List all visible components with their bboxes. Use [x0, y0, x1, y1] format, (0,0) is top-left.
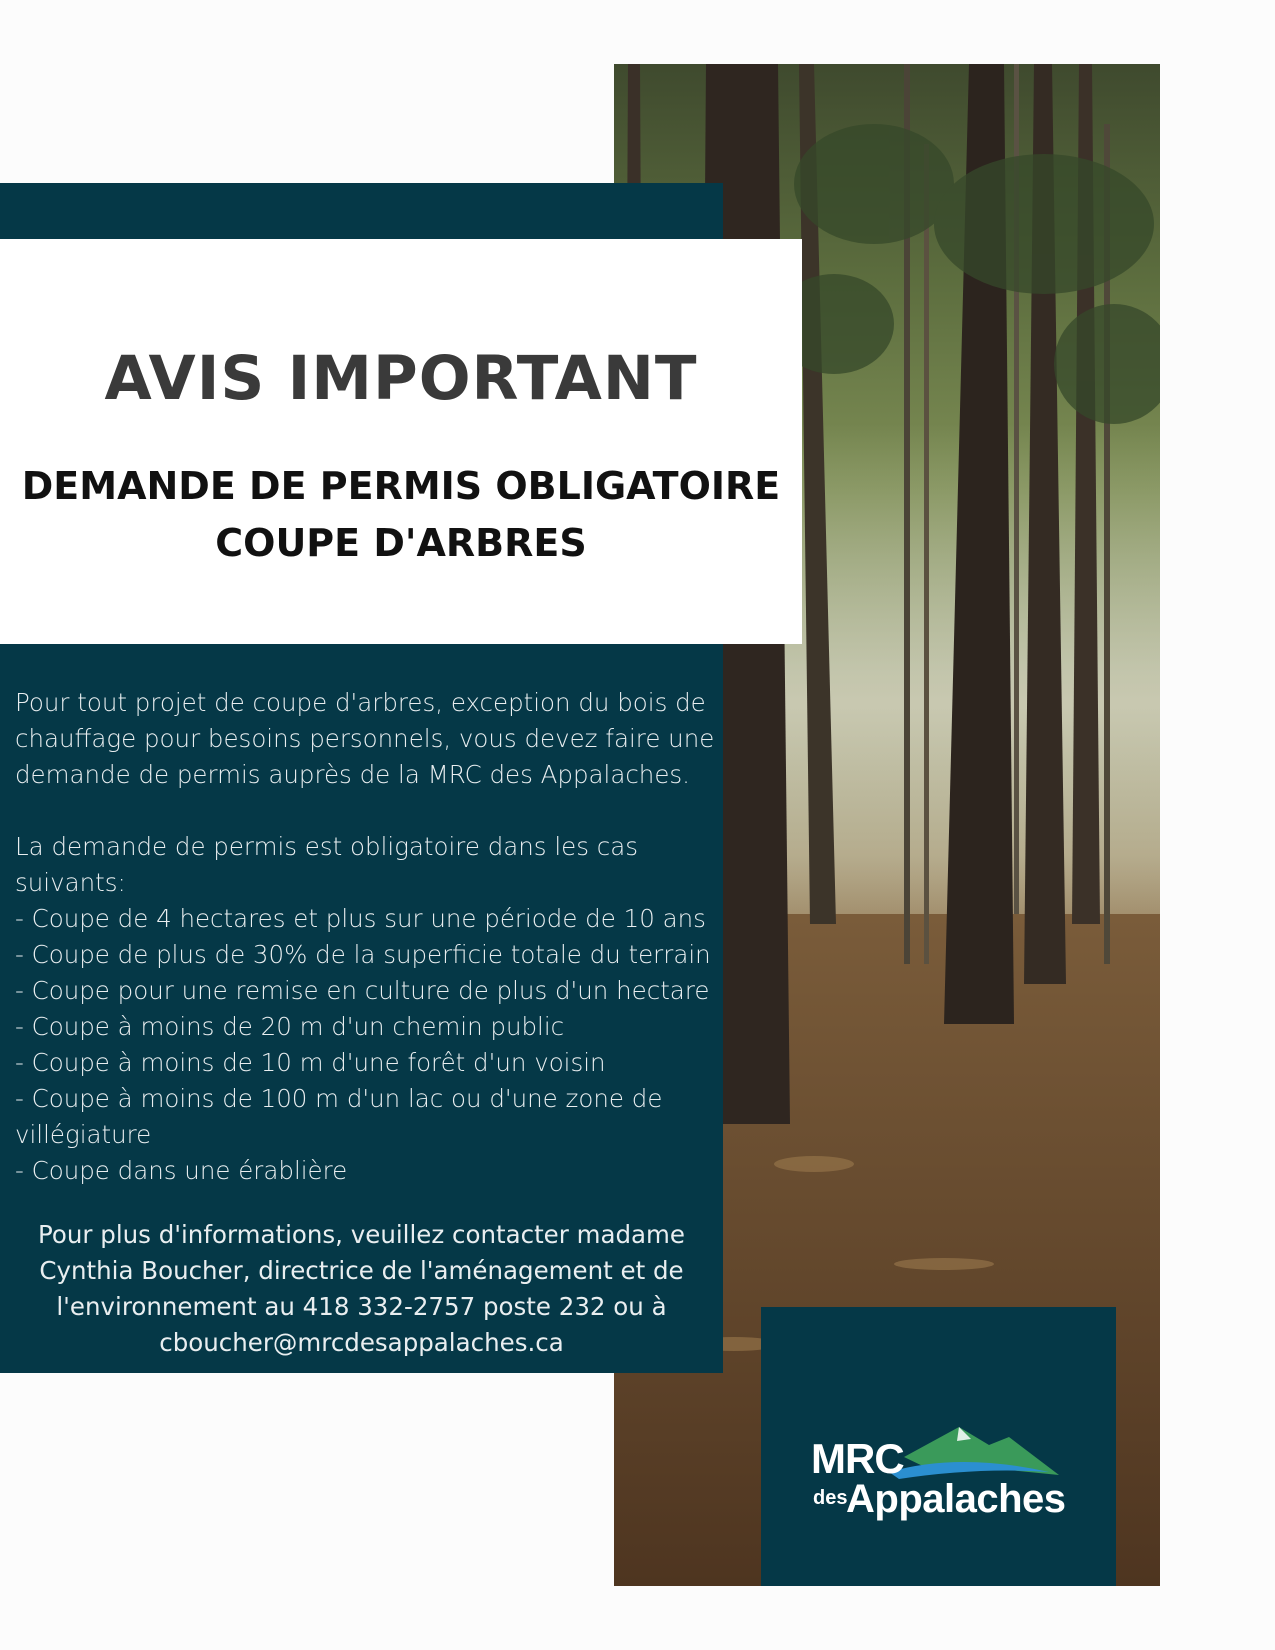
condition-item: - Coupe à moins de 10 m d'une forêt d'un voisin	[15, 1048, 606, 1077]
page-subtitle	[0, 458, 802, 572]
condition-item: - Coupe pour une remise en culture de plus d'un hectare	[15, 976, 710, 1005]
title-card	[0, 239, 802, 644]
intro-line: chauffage pour besoins personnels, vous devez faire une	[15, 724, 715, 753]
contact-line: Cynthia Boucher, directrice de l'aménagement et de	[39, 1256, 684, 1285]
conditions-heading: La demande de permis est obligatoire dans les cas suivants:	[15, 832, 639, 897]
logo-mrc-text: MRC	[811, 1435, 904, 1482]
logo-des-text: des	[813, 1487, 848, 1509]
condition-item: - Coupe de 4 hectares et plus sur une période de 10 ans	[15, 904, 706, 933]
mrc-logo	[761, 1307, 1116, 1586]
intro-line: Pour tout projet de coupe d'arbres, exception du bois de	[15, 688, 706, 717]
contact-line: l'environnement au 418 332-2757 poste 232 ou à	[56, 1292, 667, 1321]
contact-line: Pour plus d'informations, veuillez contacter madame	[38, 1220, 685, 1249]
header-accent-bar	[0, 183, 723, 239]
condition-item: villégiature	[15, 1120, 152, 1149]
logo-appalaches-text: Appalaches	[846, 1477, 1066, 1521]
page-title: AVIS IMPORTANT	[104, 343, 698, 414]
condition-item: - Coupe dans une érablière	[15, 1156, 348, 1185]
info-text	[15, 685, 730, 1189]
condition-item: - Coupe à moins de 20 m d'un chemin public	[15, 1012, 565, 1041]
contact-info	[0, 1217, 723, 1361]
condition-item: - Coupe de plus de 30% de la superficie totale du terrain	[15, 940, 711, 969]
subtitle-line-1: DEMANDE DE PERMIS OBLIGATOIRE	[21, 464, 781, 508]
contact-email: cboucher@mrcdesappalaches.ca	[159, 1328, 564, 1357]
subtitle-line-2: COUPE D'ARBRES	[215, 521, 587, 565]
condition-item: - Coupe à moins de 100 m d'un lac ou d'une zone de	[15, 1084, 663, 1113]
intro-line: demande de permis auprès de la MRC des Appalaches.	[15, 760, 690, 789]
